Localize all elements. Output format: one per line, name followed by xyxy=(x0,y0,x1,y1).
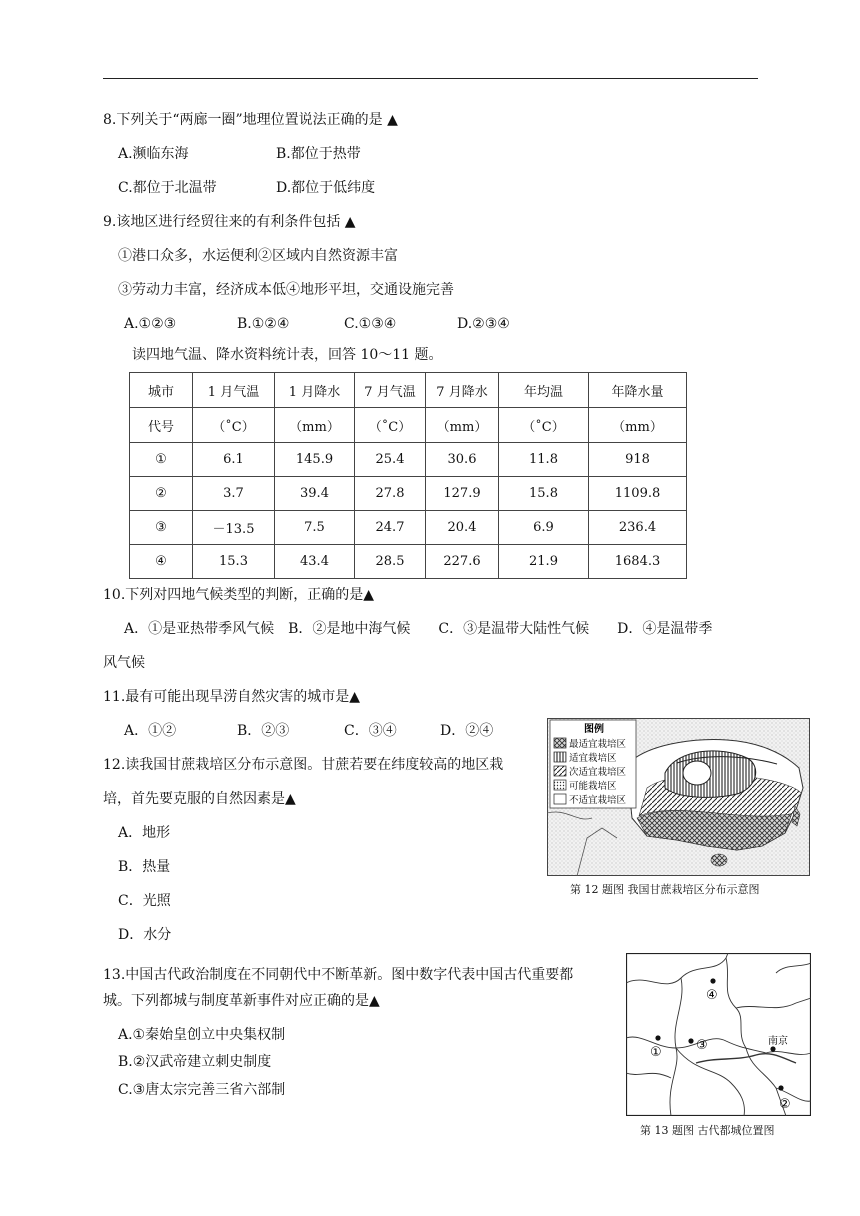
table-cell: 918 xyxy=(589,443,687,477)
table-cell: 145.9 xyxy=(275,443,355,477)
q9-option-b[interactable]: B.①②④ xyxy=(237,316,290,332)
ancient-capitals-map xyxy=(626,953,811,1116)
q8-option-b[interactable]: B.都位于热带 xyxy=(276,146,361,162)
q8-stem: 8.下列关于“两廊一圈”地理位置说法正确的是 ▲ xyxy=(103,112,398,128)
capital-label: ② xyxy=(779,1097,791,1112)
table-cell: 127.9 xyxy=(426,477,499,511)
table-unit-cell: （˚C） xyxy=(355,408,426,443)
table-header-row xyxy=(130,373,687,408)
table-cell: 28.5 xyxy=(355,545,426,579)
table-cell: 7.5 xyxy=(275,511,355,545)
q9-option-a[interactable]: A.①②③ xyxy=(124,316,177,332)
legend-swatch-most-suitable xyxy=(554,738,566,748)
q12-option-a[interactable]: A．地形 xyxy=(118,825,171,841)
q8-option-c[interactable]: C.都位于北温带 xyxy=(118,180,217,196)
legend-swatch-unsuitable xyxy=(554,794,566,804)
q9-option-d[interactable]: D.②③④ xyxy=(457,316,510,332)
q9-option-c[interactable]: C.①③④ xyxy=(344,316,397,332)
table-unit-cell: （˚C） xyxy=(499,408,589,443)
q12-stem-line2: 培，首先要克服的自然因素是▲ xyxy=(103,791,296,807)
capital-dot xyxy=(688,1038,693,1043)
capital-label: ④ xyxy=(706,988,718,1003)
table-cell: －13.5 xyxy=(193,511,275,545)
ancient-capitals-map-figure xyxy=(626,953,811,1116)
legend-label: 次适宜栽培区 xyxy=(569,767,627,778)
table-cell: 236.4 xyxy=(589,511,687,545)
table-cell: ③ xyxy=(130,511,193,545)
q8-option-d[interactable]: D.都位于低纬度 xyxy=(276,180,376,196)
sugarcane-map xyxy=(547,718,810,876)
table-cell: 1684.3 xyxy=(589,545,687,579)
table-cell: 6.9 xyxy=(499,511,589,545)
table-cell: 3.7 xyxy=(193,477,275,511)
table-header-cell: 年降水量 xyxy=(589,373,687,408)
table-unit-cell: 代号 xyxy=(130,408,193,443)
table-unit-cell: （mm） xyxy=(426,408,499,443)
legend-label: 可能栽培区 xyxy=(569,781,617,792)
q11-stem: 11.最有可能出现旱涝自然灾害的城市是▲ xyxy=(103,689,361,705)
q10-stem: 10.下列对四地气候类型的判断，正确的是▲ xyxy=(103,587,375,603)
figure-12-caption: 第 12 题图 我国甘蔗栽培区分布示意图 xyxy=(570,883,760,896)
capital-label: ① xyxy=(650,1045,662,1060)
legend-swatch-suitable xyxy=(554,752,566,762)
q10-options-line2: 风气候 xyxy=(103,655,145,671)
q9-stem: 9.该地区进行经贸往来的有利条件包括 ▲ xyxy=(103,214,356,230)
table-intro: 读四地气温、降水资料统计表，回答 10～11 题。 xyxy=(132,347,443,363)
table-cell: 11.8 xyxy=(499,443,589,477)
q11-option-b[interactable]: B．②③ xyxy=(237,723,290,739)
sugarcane-map-figure xyxy=(547,718,810,876)
sichuan-basin xyxy=(683,761,711,785)
q13-option-a[interactable]: A.①秦始皇创立中央集权制 xyxy=(118,1027,286,1043)
capital-dot xyxy=(770,1046,775,1051)
q12-stem-line1: 12.读我国甘蔗栽培区分布示意图。甘蔗若要在纬度较高的地区栽 xyxy=(103,757,504,773)
capital-dot xyxy=(655,1035,660,1040)
table-cell: 15.8 xyxy=(499,477,589,511)
climate-table xyxy=(129,372,687,579)
legend-label: 适宜栽培区 xyxy=(569,753,617,764)
table-cell: 39.4 xyxy=(275,477,355,511)
table-cell: ④ xyxy=(130,545,193,579)
q9-statement-1: ①港口众多，水运便利②区域内自然资源丰富 xyxy=(118,248,398,264)
table-cell: 227.6 xyxy=(426,545,499,579)
table-header-cell: 7 月降水 xyxy=(426,373,499,408)
legend-swatch-sub-suitable xyxy=(554,766,566,776)
header-rule xyxy=(103,78,758,79)
legend-label: 最适宜栽培区 xyxy=(569,739,627,750)
table-unit-cell: （˚C） xyxy=(193,408,275,443)
legend-swatch-possible xyxy=(554,780,566,790)
table-cell: 30.6 xyxy=(426,443,499,477)
table-cell: 1109.8 xyxy=(589,477,687,511)
table-header-cell: 城市 xyxy=(130,373,193,408)
table-cell: 15.3 xyxy=(193,545,275,579)
table-row xyxy=(130,477,687,511)
capital-label: 南京 xyxy=(768,1036,788,1047)
q11-option-a[interactable]: A．①② xyxy=(124,723,177,739)
table-cell: ② xyxy=(130,477,193,511)
q11-option-d[interactable]: D．②④ xyxy=(440,723,494,739)
table-header-cell: 1 月气温 xyxy=(193,373,275,408)
table-cell: 24.7 xyxy=(355,511,426,545)
legend-label: 不适宜栽培区 xyxy=(569,795,627,806)
table-row xyxy=(130,511,687,545)
q12-option-c[interactable]: C．光照 xyxy=(118,893,171,909)
table-row xyxy=(130,545,687,579)
table-cell: 6.1 xyxy=(193,443,275,477)
q13-option-b[interactable]: B.②汉武帝建立刺史制度 xyxy=(118,1054,272,1070)
table-unit-cell: （mm） xyxy=(275,408,355,443)
table-cell: 25.4 xyxy=(355,443,426,477)
q13-option-c[interactable]: C.③唐太宗完善三省六部制 xyxy=(118,1082,286,1098)
table-cell: ① xyxy=(130,443,193,477)
legend-title: 图例 xyxy=(584,724,604,735)
q13-stem-line2: 城。下列都城与制度革新事件对应正确的是▲ xyxy=(103,993,380,1009)
q11-option-c[interactable]: C．③④ xyxy=(344,723,397,739)
table-header-cell: 1 月降水 xyxy=(275,373,355,408)
table-row xyxy=(130,443,687,477)
q10-options-line1[interactable]: A．①是亚热带季风气候 B．②是地中海气候 C．③是温带大陆性气候 D．④是温带季 xyxy=(124,621,713,637)
table-unit-cell: （mm） xyxy=(589,408,687,443)
capital-dot xyxy=(778,1085,783,1090)
capital-dot xyxy=(710,978,715,983)
table-header-cell: 年均温 xyxy=(499,373,589,408)
figure-13-caption: 第 13 题图 古代都城位置图 xyxy=(640,1124,775,1137)
table-cell: 43.4 xyxy=(275,545,355,579)
table-unit-row xyxy=(130,408,687,443)
table-header-cell: 7 月气温 xyxy=(355,373,426,408)
q12-option-d[interactable]: D．水分 xyxy=(118,927,172,943)
table-cell: 27.8 xyxy=(355,477,426,511)
q12-option-b[interactable]: B．热量 xyxy=(118,859,171,875)
table-cell: 21.9 xyxy=(499,545,589,579)
capital-label: ③ xyxy=(696,1038,708,1053)
q13-stem-line1: 13.中国古代政治制度在不同朝代中不断革新。图中数字代表中国古代重要都 xyxy=(103,967,574,983)
hainan-island xyxy=(711,854,727,866)
q8-option-a[interactable]: A.濒临东海 xyxy=(118,146,189,162)
q9-statement-2: ③劳动力丰富，经济成本低④地形平坦，交通设施完善 xyxy=(118,282,454,298)
table-cell: 20.4 xyxy=(426,511,499,545)
